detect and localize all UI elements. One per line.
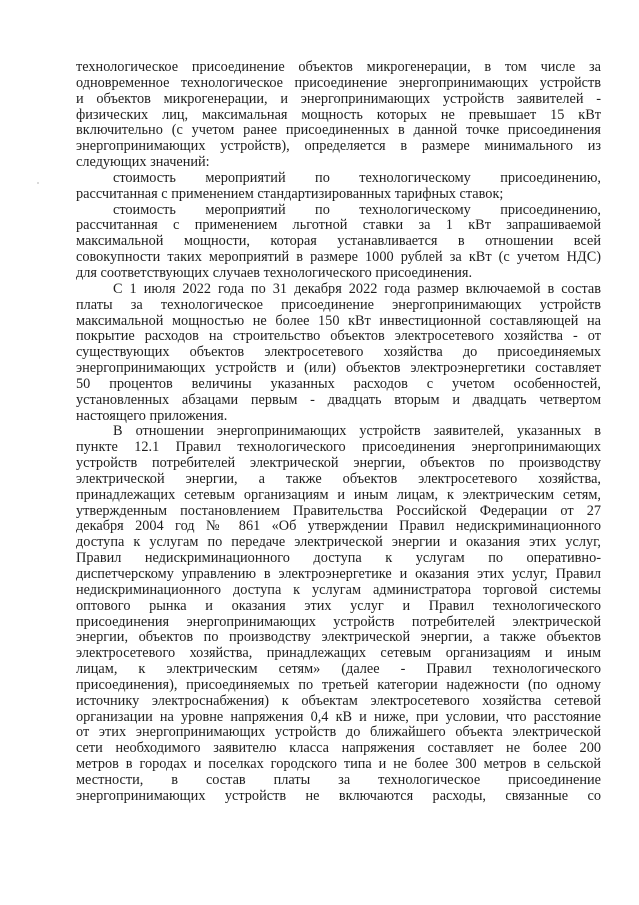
text-line: метров в городах и поселках городского типа и не более 300 метров в сельской bbox=[76, 757, 601, 773]
text-line: принадлежащих сетевым организациям и иным лицам, к электрическим сетям, bbox=[76, 487, 601, 503]
text-line: включительно (с учетом ранее присоединенных в данной точке присоединения bbox=[76, 123, 601, 139]
text-line: декабря 2004 год № 861 «Об утверждении Правил недискриминационного bbox=[76, 519, 601, 535]
text-line: установленных абзацами первым - двадцать вторым и двадцать четвертом bbox=[76, 392, 601, 408]
text-line: физических лиц, максимальная мощность которых не превышает 15 кВт bbox=[76, 107, 601, 123]
text-line: энергии, объектов по производству электрической энергии, а также объектов bbox=[76, 630, 601, 646]
text-line: существующих объектов электросетевого хозяйства до присоединяемых bbox=[76, 345, 601, 361]
text-line: 50 процентов величины указанных расходов с учетом особенностей, bbox=[76, 376, 601, 392]
text-line: следующих значений: bbox=[76, 155, 210, 171]
text-line: энергопринимающих устройств), определяется в размере минимального из bbox=[76, 139, 601, 155]
text-line: доступа к услугам по передаче электрической энергии и оказания этих услуг, bbox=[76, 535, 601, 551]
text-line: пункте 12.1 Правил технологического присоединения энергопринимающих bbox=[76, 440, 601, 456]
text-line: лицам, к электрическим сетям» (далее - Правил технологического bbox=[76, 662, 601, 678]
text-line: местности, в состав платы за технологическое присоединение bbox=[76, 772, 601, 788]
text-line: покрытие расходов на строительство объектов электросетевого хозяйства - от bbox=[76, 329, 601, 345]
text-line: энергопринимающих устройств и (или) объектов электроэнергетики составляет bbox=[76, 361, 601, 377]
text-line: совокупности таких мероприятий в размере 1000 рублей за кВт (с учетом НДС) bbox=[76, 250, 601, 266]
text-line: рассчитанная с применением льготной ставки за 1 кВт запрашиваемой bbox=[76, 218, 601, 234]
scan-speck bbox=[37, 182, 39, 184]
text-line: технологическое присоединение объектов микрогенерации, в том числе за bbox=[76, 60, 601, 75]
text-line: недискриминационного доступа к услугам администратора торговой системы bbox=[76, 582, 601, 598]
text-line: источнику электроснабжения) к объектам электросетевого хозяйства сетевой bbox=[76, 693, 601, 709]
text-line: платы за технологическое присоединение энергопринимающих устройств bbox=[76, 297, 601, 313]
text-line: Правил недискриминационного доступа к услугам по оперативно- bbox=[76, 551, 601, 567]
text-line: утвержденным постановлением Правительства Российской Федерации от 27 bbox=[76, 503, 601, 519]
text-line: оптового рынка и оказания этих услуг и Правил технологического bbox=[76, 598, 601, 614]
text-line: С 1 июля 2022 года по 31 декабря 2022 года размер включаемой в состав bbox=[113, 281, 601, 297]
text-line: присоединения), присоединяемых по третьей категории надежности (по одному bbox=[76, 677, 601, 693]
text-line: электросетевого хозяйства, принадлежащих сетевым организациям и иным bbox=[76, 646, 601, 662]
text-line: энергопринимающих устройств не включаются расходы, связанные со bbox=[76, 788, 601, 804]
text-line: сети необходимого заявителю класса напряжения составляет не более 200 bbox=[76, 741, 601, 757]
text-line: присоединения энергопринимающих устройств потребителей электрической bbox=[76, 614, 601, 630]
document-body-text bbox=[76, 60, 601, 805]
text-line: и объектов микрогенерации, и энергопринимающих устройств заявителей - bbox=[76, 91, 601, 107]
text-line: максимальной мощности, которая устанавливается в отношении всей bbox=[76, 234, 601, 250]
text-line: В отношении энергопринимающих устройств заявителей, указанных в bbox=[113, 424, 601, 440]
text-line: стоимость мероприятий по технологическому присоединению, bbox=[113, 202, 601, 218]
text-line: одновременное технологическое присоединение энергопринимающих устройств bbox=[76, 75, 601, 91]
text-line: электрической энергии, а также объектов электросетевого хозяйства, bbox=[76, 471, 601, 487]
text-line: устройств потребителей электрической энергии, объектов по производству bbox=[76, 456, 601, 472]
text-line: настоящего приложения. bbox=[76, 408, 228, 424]
text-line: организации на уровне напряжения 0,4 кВ и ниже, при условии, что расстояние bbox=[76, 709, 601, 725]
text-line: от этих энергопринимающих устройств до ближайшего объекта электрической bbox=[76, 725, 601, 741]
text-line: стоимость мероприятий по технологическому присоединению, bbox=[113, 170, 601, 186]
text-line: диспетчерскому управлению в электроэнергетике и оказания этих услуг, Правил bbox=[76, 567, 601, 582]
text-line: для соответствующих случаев технологического присоединения. bbox=[76, 265, 473, 281]
text-line: максимальной мощностью не более 150 кВт инвестиционной составляющей на bbox=[76, 313, 601, 329]
text-line: рассчитанная с применением стандартизированных тарифных ставок; bbox=[76, 186, 504, 202]
